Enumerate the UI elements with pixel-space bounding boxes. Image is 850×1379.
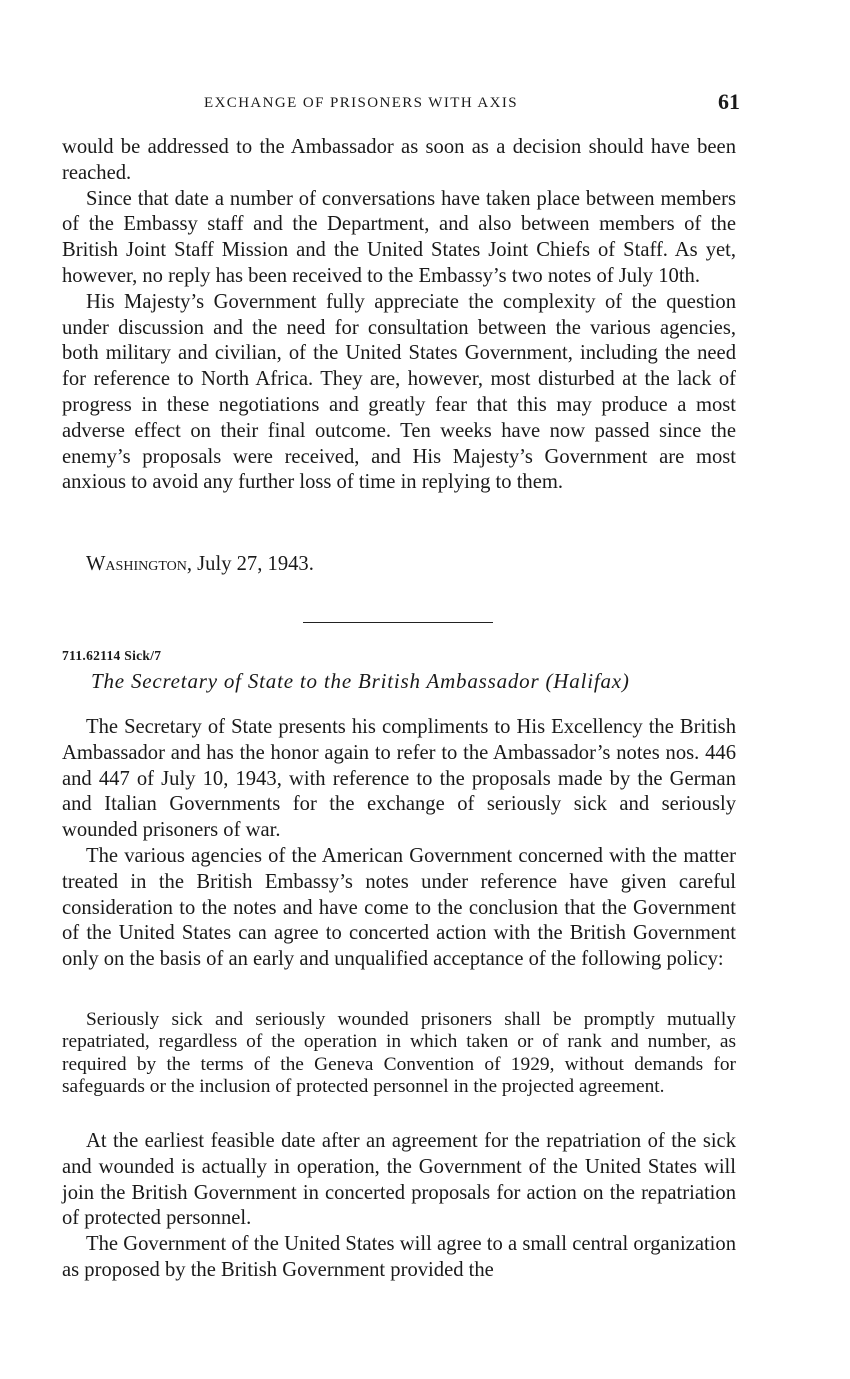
file-number: 711.62114 Sick/7 (62, 648, 162, 663)
note-body-continued (62, 1129, 736, 1284)
paragraph: Since that date a number of conversations have taken place between members of the Embassy staff and the Department, and also between members of the British Joint Staff Mission and the United States Joint Chiefs of Staff. As yet, however, no reply has been received to the Embassy’s two notes of July 10th. (62, 187, 736, 287)
running-title: EXCHANGE OF PRISONERS WITH AXIS (204, 95, 518, 111)
continued-note-text (62, 135, 736, 496)
paragraph: The Secretary of State presents his compliments to His Excellency the British Ambassador and has the honor again to refer to the Ambassador’s notes nos. 446 and 447 of July 10, 1943, with reference to the proposals made by the German and Italian Governments for the exchange of seriously sick and seriously wounded prisoners of war. (62, 716, 736, 842)
note-body (62, 715, 736, 973)
paragraph: would be addressed to the Ambassador as soon as a decision should have been reached. (62, 136, 736, 184)
document-heading (91, 669, 630, 694)
dateline-date: , July 27, 1943. (186, 553, 314, 575)
heading-from: The Secretary of State to the British Ambassador (91, 669, 540, 693)
paragraph: His Majesty’s Government fully appreciate the complexity of the question under discussion and the need for consultation between the various agencies, both military and civilian, of the United States Government, including the need for reference to North Africa. They are, however, most disturbed at the lack of progress in these negotiations and greatly fear that this may produce a most adverse effect on their final outcome. Ten weeks have now passed since the enemy’s proposals were received, and His Majesty’s Government are most anxious to avoid any further loss of time in replying to them. (62, 290, 736, 494)
paragraph: At the earliest feasible date after an agreement for the repatriation of the sick and wounded is actually in operation, the Government of the United States will join the British Government in concerted proposals for action on the repatriation of protected personnel. (62, 1130, 736, 1230)
quoted-policy (62, 1009, 736, 1099)
page-number: 61 (718, 89, 740, 114)
section-divider (303, 622, 493, 623)
policy-text: Seriously sick and seriously wounded prisoners shall be promptly mutually repatriated, regardless of the operation in which taken or of rank and number, as required by the terms of the Geneva Convention of 1929, without demands for safeguards or the inclusion of protected personnel in the projected agreement. (62, 1009, 736, 1098)
paragraph: The Government of the United States will agree to a small central organization as proposed by the British Government provided the (62, 1233, 736, 1281)
dateline-place: Washington (86, 553, 187, 575)
dateline (86, 552, 314, 578)
heading-name: (Halifax) (545, 669, 630, 693)
paragraph: The various agencies of the American Government concerned with the matter treated in the British Embassy’s notes under reference have given careful consideration to the notes and have come to the conclusion that the Government of the United States can agree to concerted action with the British Government only on the basis of an early and unqualified acceptance of the following policy: (62, 844, 736, 971)
running-header (62, 89, 740, 116)
